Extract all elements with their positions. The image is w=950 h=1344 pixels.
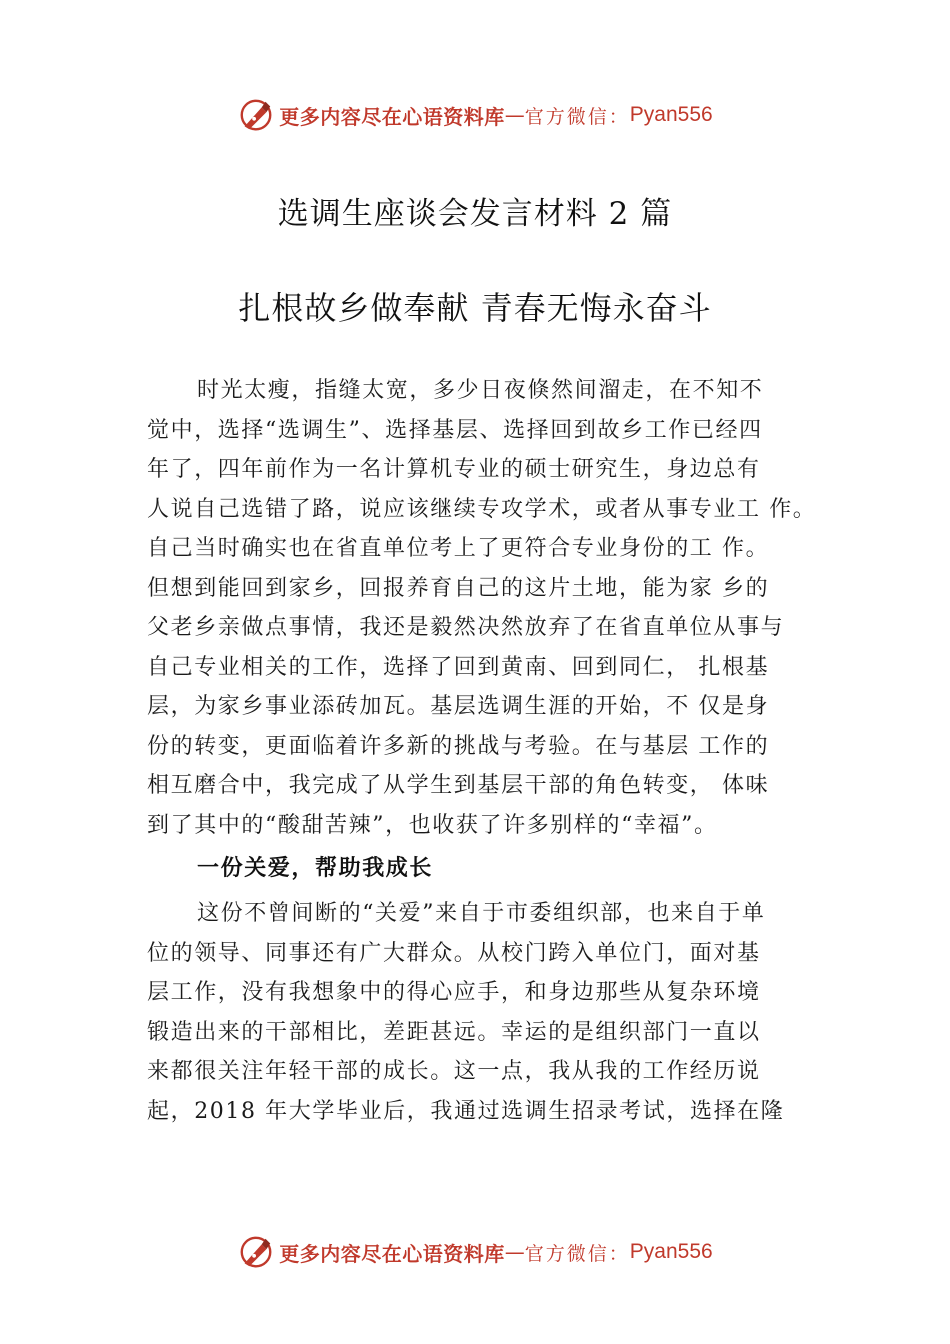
text-line: 觉中，选择“选调生”、选择基层、选择回到故乡工作已经四 bbox=[147, 417, 763, 443]
text-line: 位的领导、同事还有广大群众。从校门跨入单位门，面对基 bbox=[147, 940, 761, 966]
text-line: 起，2018 年大学毕业后，我通过选调生招录考试，选择在隆 bbox=[147, 1098, 785, 1124]
text-line: 自己当时确实也在省直单位考上了更符合专业身份的工 作。 bbox=[147, 536, 770, 561]
promo-text: 更多内容尽在心语资料库 bbox=[279, 1241, 505, 1266]
text-line: 自己专业相关的工作，选择了回到黄南、回到同仁， 扎根基 bbox=[147, 654, 770, 680]
section-heading: 一份关爱，帮助我成长 bbox=[197, 856, 434, 881]
separator: — bbox=[504, 1240, 525, 1264]
wechat-id: Pyan556 bbox=[629, 103, 713, 126]
header-banner bbox=[0, 95, 950, 135]
text-line: 但想到能回到家乡，回报养育自己的这片土地，能为家 乡的 bbox=[147, 575, 770, 601]
text-line: 来都很关注年轻干部的成长。这一点，我从我的工作经历说 bbox=[147, 1059, 761, 1084]
paragraph-1 bbox=[147, 371, 867, 845]
wechat-label: 官方微信： bbox=[524, 105, 630, 128]
document-subtitle: 扎根故乡做奉献 青春无悔永奋斗 bbox=[238, 289, 712, 327]
text-line: 份的转变，更面临着许多新的挑战与考验。在与基层 工作的 bbox=[147, 733, 770, 759]
text-line: 父老乡亲做点事情，我还是毅然决然放弃了在省直单位从事与 bbox=[147, 615, 785, 640]
footer-banner bbox=[0, 1232, 950, 1272]
text-line: 这份不曾间断的“关爱”来自于市委组织部，也来自于单 bbox=[197, 901, 766, 926]
text-line: 相互磨合中，我完成了从学生到基层干部的角色转变， 体味 bbox=[147, 773, 770, 798]
wechat-id: Pyan556 bbox=[629, 1240, 713, 1263]
pen-nib-logo-icon bbox=[237, 1233, 275, 1271]
text-line: 层工作，没有我想象中的得心应手，和身边那些从复杂环境 bbox=[147, 980, 761, 1005]
text-line: 时光太瘦，指缝太宽，多少日夜倏然间溜走，在不知不 bbox=[197, 378, 764, 403]
text-line: 层，为家乡事业添砖加瓦。基层选调生涯的开始，不 仅是身 bbox=[147, 694, 770, 719]
wechat-label: 官方微信： bbox=[524, 1242, 630, 1265]
text-line: 人说自己选错了路，说应该继续专攻学术，或者从事专业工 作。 bbox=[147, 496, 817, 522]
promo-text: 更多内容尽在心语资料库 bbox=[279, 104, 505, 129]
pen-nib-logo-icon bbox=[237, 96, 275, 134]
text-line: 年了，四年前作为一名计算机专业的硕士研究生，身边总有 bbox=[147, 457, 761, 482]
paragraph-2 bbox=[147, 894, 867, 1131]
text-line: 到了其中的“酸甜苦辣”，也收获了许多别样的“幸福”。 bbox=[147, 812, 718, 838]
document-title: 选调生座谈会发言材料 2 篇 bbox=[277, 196, 673, 232]
text-line: 锻造出来的干部相比，差距甚远。幸运的是组织部门一直以 bbox=[147, 1019, 761, 1045]
separator: — bbox=[504, 103, 525, 127]
